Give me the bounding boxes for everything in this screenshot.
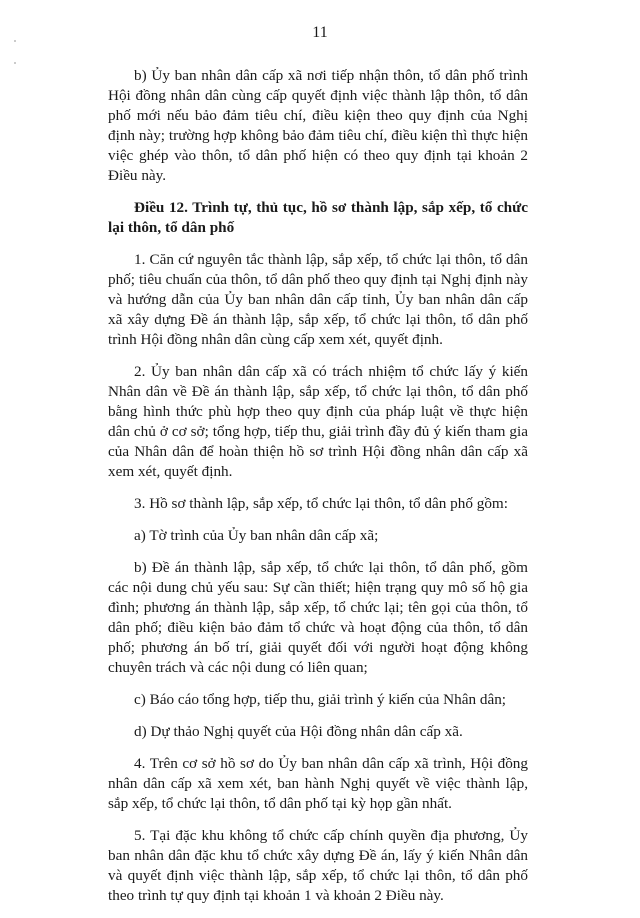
paragraph-5-special-zone: 5. Tại đặc khu không tổ chức cấp chính quyền địa phương, Ủy ban nhân dân đặc khu tổ chức xây dựng Đề án, lấy ý kiến Nhân dân và quyết định việc thành lập, sắp xếp, tổ chức lại thôn, tổ dân phố theo trình tự quy định tại khoản 1 và khoản 2 Điều này. [108,827,528,904]
document-body [108,66,528,918]
paragraph-2-public-consultation: 2. Ủy ban nhân dân cấp xã có trách nhiệm tổ chức lấy ý kiến Nhân dân về Đề án thành lập, sắp xếp, tổ chức lại thôn, tổ dân phố bằng hình thức phù hợp theo quy định của pháp luật về thực hiện dân chủ ở cơ sở; tổng hợp, tiếp thu, giải trình đầy đủ ý kiến tham gia của Nhân dân để hoàn thiện hồ sơ trình Hội đồng nhân dân cấp xã xem xét, quyết định. [108,363,528,480]
page-number: 11 [312,24,328,41]
item-d-draft-resolution: d) Dự thảo Nghị quyết của Hội đồng nhân dân cấp xã. [134,723,463,740]
scan-speck [14,62,16,64]
paragraph-b-ward-proposal: b) Ủy ban nhân dân cấp xã nơi tiếp nhận thôn, tổ dân phố trình Hội đồng nhân dân cùng cấp quyết định việc thành lập thôn, tổ dân phố mới nếu bảo đảm tiêu chí, điều kiện theo quy định của Nghị định này; trường hợp không bảo đảm tiêu chí, điều kiện thì thực hiện việc ghép vào thôn, tổ dân phố hiện có theo quy định tại khoản 2 Điều này. [108,67,528,184]
paragraph-4-resolution: 4. Trên cơ sở hồ sơ do Ủy ban nhân dân cấp xã trình, Hội đồng nhân dân cấp xã xem xét, ban hành Nghị quyết về việc thành lập, sắp xếp, tổ chức lại thôn, tổ dân phố tại kỳ họp gần nhất. [108,755,528,812]
paragraph-1-basis: 1. Căn cứ nguyên tắc thành lập, sắp xếp, tổ chức lại thôn, tổ dân phố; tiêu chuẩn của thôn, tổ dân phố theo quy định tại Nghị định này và hướng dẫn của Ủy ban nhân dân cấp tỉnh, Ủy ban nhân dân cấp xã xây dựng Đề án thành lập, sắp xếp, tổ chức lại thôn, tổ dân phố trình Hội đồng nhân dân cùng cấp xem xét, quyết định. [108,251,528,348]
paragraph-3-dossier: 3. Hồ sơ thành lập, sắp xếp, tổ chức lại thôn, tổ dân phố gồm: [134,495,508,512]
item-b-project-plan: b) Đề án thành lập, sắp xếp, tổ chức lại thôn, tổ dân phố, gồm các nội dung chủ yếu sau: Sự cần thiết; hiện trạng quy mô số hộ gia đình; phương án thành lập, sắp xếp, tổ chức lại; tên gọi của thôn, tổ dân phố; điều kiện bảo đảm tổ chức và hoạt động của thôn, tổ dân phố; phương án bố trí, giải quyết đối với người hoạt động không chuyên trách và các nội dung có liên quan; [108,559,528,676]
article-12-heading: Điều 12. Trình tự, thủ tục, hồ sơ thành lập, sắp xếp, tổ chức lại thôn, tổ dân phố [108,199,528,236]
item-c-summary-report: c) Báo cáo tổng hợp, tiếp thu, giải trình ý kiến của Nhân dân; [134,691,507,708]
item-a-submission: a) Tờ trình của Ủy ban nhân dân cấp xã; [134,527,379,544]
